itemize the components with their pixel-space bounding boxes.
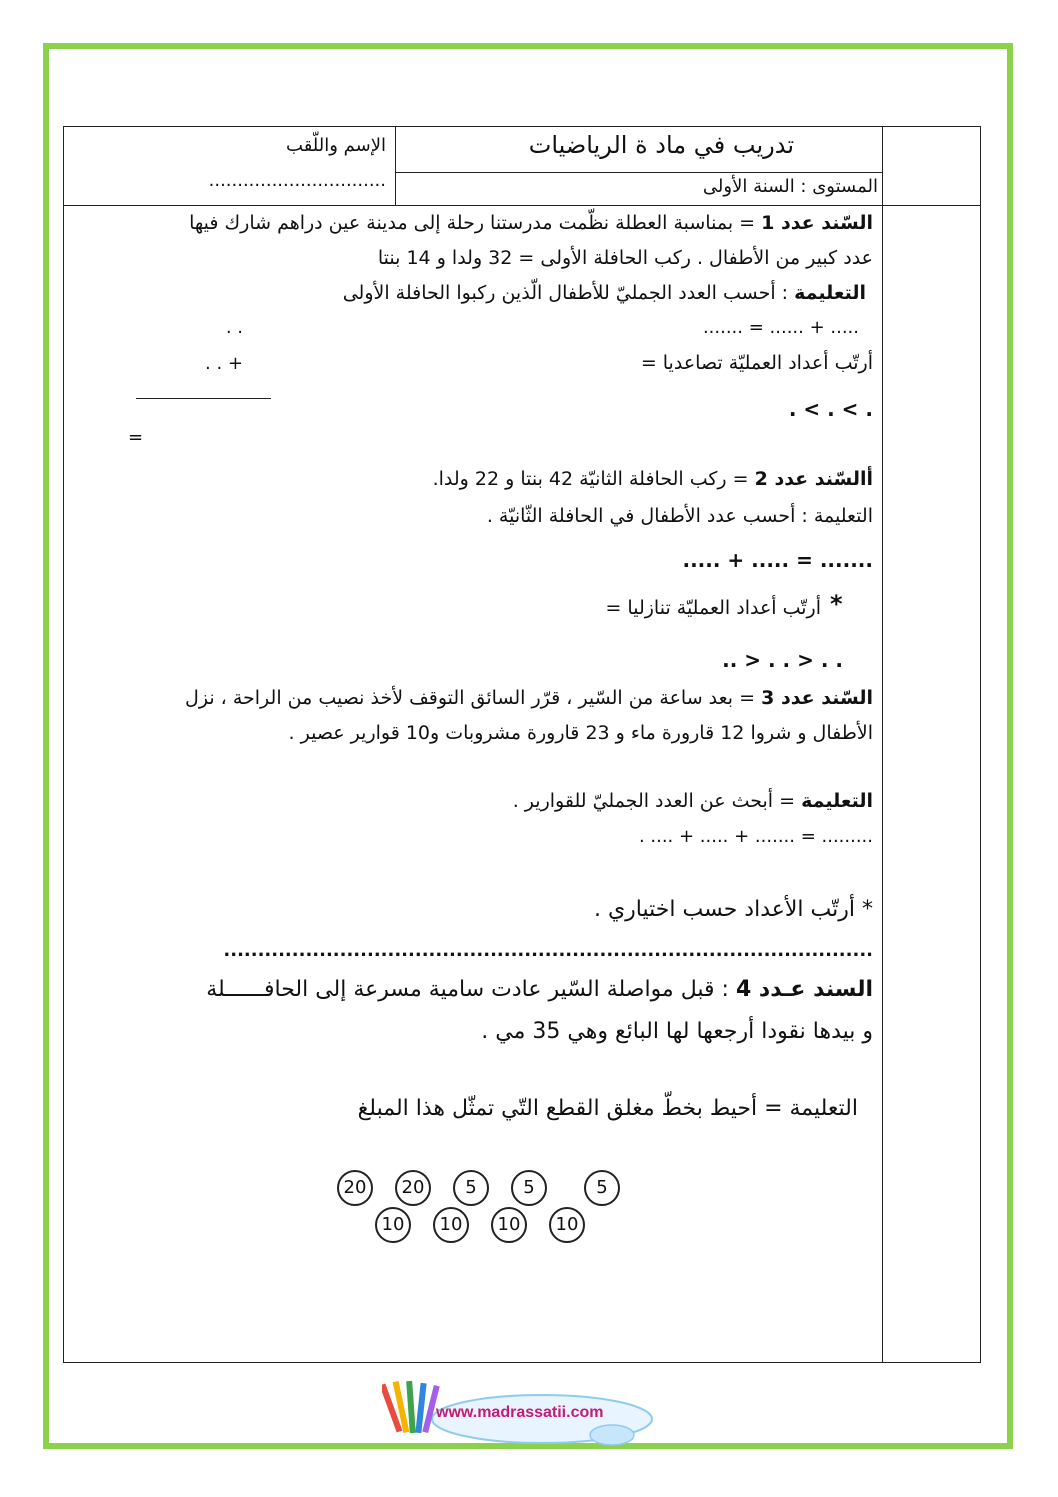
- coin[interactable]: 5: [584, 1170, 620, 1206]
- section-3-line-2: الأطفال و شروا 12 قارورة ماء و 23 قارورة مشروبات و10 قوارير عصير .: [288, 722, 873, 744]
- section-1-instruction-text: : أحسب العدد الجمليّ للأطفال الّذين ركبوا الحافلة الأولى: [342, 282, 795, 304]
- section-3-dots: ...............................................................................................: [223, 940, 873, 961]
- section-1-equals: =: [128, 427, 144, 448]
- coin[interactable]: 10: [433, 1207, 469, 1243]
- section-1-compare: . < . < .: [788, 397, 873, 421]
- section-4-line-1: [206, 977, 873, 1002]
- coin[interactable]: 10: [375, 1207, 411, 1243]
- section-1-instruction: [343, 282, 866, 304]
- table-inner-column: [882, 126, 883, 1363]
- section-1-line-2: عدد كبير من الأطفال . ركب الحافلة الأولى = 32 ولدا و 14 بنتا: [377, 247, 873, 269]
- section-2-instruction: التعليمة : أحسب عدد الأطفال في الحافلة الثّانيّة .: [486, 505, 873, 527]
- section-1-head: السّند عدد 1: [761, 212, 873, 234]
- section-1-instruction-label: التعليمة: [794, 282, 866, 304]
- section-1-equation: ..... + ...... = .......: [702, 317, 859, 338]
- name-dots: ...............................: [208, 170, 386, 191]
- section-4-line-2: و بيدها نقودا أرجعها لها البائع وهي 35 مي .: [481, 1019, 873, 1044]
- section-1-plus-row: + . .: [205, 353, 243, 374]
- coin[interactable]: 5: [511, 1170, 547, 1206]
- section-1-sum-line: [136, 398, 271, 399]
- coins-row-2: [364, 1207, 596, 1243]
- section-2-head: أالسّند عدد 2: [754, 468, 873, 490]
- section-3-head: السّند عدد 3: [761, 687, 873, 709]
- name-label: الإسم واللّقب: [286, 135, 386, 156]
- section-1-line-1: [189, 212, 873, 234]
- table-title-divider: [395, 172, 882, 173]
- coins-row-1: [326, 1170, 631, 1206]
- coin[interactable]: 20: [395, 1170, 431, 1206]
- section-3-instruction-label: التعليمة: [801, 790, 873, 812]
- section-2-star: *: [830, 590, 843, 618]
- section-2-equation: ..... + ..... = .......: [682, 548, 873, 572]
- section-4-instruction: التعليمة = أحيط بخطّ مغلق القطع التّي تمثّل هذا المبلغ: [357, 1096, 858, 1121]
- section-3-line-1: [185, 687, 873, 709]
- table-header-divider: [63, 205, 981, 206]
- section-4-text: : قبل مواصلة السّير عادت سامية مسرعة إلى الحافــــــلة: [206, 977, 736, 1002]
- table-top-border: [63, 126, 981, 127]
- section-2-compare: .. > . . > . .: [722, 648, 843, 672]
- section-3-text: = بعد ساعة من السّير ، قرّر السائق التوقف لأخذ نصيب من الراحة ، نزل: [185, 687, 762, 709]
- page-title: تدريب في ماد ة الرياضيات: [528, 131, 794, 159]
- site-url[interactable]: www.madrassatii.com: [436, 1404, 604, 1421]
- coin[interactable]: 10: [549, 1207, 585, 1243]
- table-header-column: [395, 126, 396, 206]
- section-4-head: السند عـدد 4: [735, 977, 873, 1002]
- level-label: المستوى : السنة الأولى: [702, 176, 878, 197]
- table-bottom-border: [63, 1362, 981, 1363]
- coin[interactable]: 10: [491, 1207, 527, 1243]
- section-3-instruction-text: = أبحث عن العدد الجمليّ للقوارير .: [512, 790, 802, 812]
- section-1-text: = بمناسبة العطلة نظّمت مدرستنا رحلة إلى مدينة عين دراهم شارك فيها: [189, 212, 762, 234]
- coin[interactable]: 20: [337, 1170, 373, 1206]
- coin[interactable]: 5: [453, 1170, 489, 1206]
- section-1-order: أرتّب أعداد العمليّة تصاعديا =: [640, 352, 873, 374]
- section-3-equation: . .... + ..... + ....... = .........: [638, 826, 873, 847]
- section-1-dots-top: . .: [225, 317, 243, 338]
- section-2-line-1: [433, 468, 873, 490]
- table-right-border: [980, 126, 981, 1363]
- section-2-text: = ركب الحافلة الثانيّة 42 بنتا و 22 ولدا.: [432, 468, 755, 490]
- section-3-order: * أرتّب الأعداد حسب اختياري .: [593, 897, 873, 922]
- table-left-border: [63, 126, 64, 1363]
- section-3-instruction: [513, 790, 873, 812]
- section-2-order: أرتّب أعداد العمليّة تنازليا =: [605, 597, 821, 619]
